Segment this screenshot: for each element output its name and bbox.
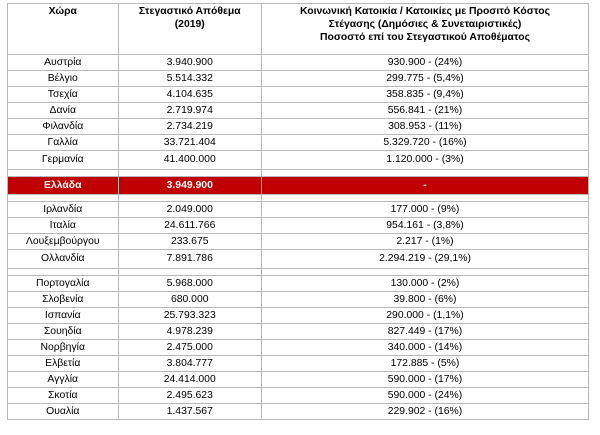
- cell-country: Ισπανία: [8, 308, 119, 324]
- header-social-line-3: Ποσοστό επί του Στεγαστικού Αποθέματος: [319, 32, 530, 43]
- cell-social: 130.000 - (2%): [261, 276, 588, 292]
- cell-stock: 1.437.567: [118, 404, 261, 420]
- cell-stock: 3.949.900: [118, 177, 261, 195]
- cell-stock: 24.414.000: [118, 372, 261, 388]
- cell-stock: 2.719.974: [118, 103, 261, 119]
- cell-country: Ουαλία: [8, 404, 119, 420]
- spacer-cell: [261, 195, 588, 202]
- spacer-cell: [8, 195, 119, 202]
- table-row: [8, 340, 589, 356]
- cell-social: 39.800 - (6%): [261, 292, 588, 308]
- cell-stock: 2.495.623: [118, 388, 261, 404]
- cell-country: Ελλάδα: [8, 177, 119, 195]
- table-row: [8, 308, 589, 324]
- cell-country: Δανία: [8, 103, 119, 119]
- cell-country: Πορτογαλία: [8, 276, 119, 292]
- cell-country: Ελβετία: [8, 356, 119, 372]
- spacer-cell: [261, 170, 588, 177]
- table-row: [8, 250, 589, 269]
- cell-social: 827.449 - (17%): [261, 324, 588, 340]
- spacer-cell: [261, 269, 588, 276]
- table-row: [8, 324, 589, 340]
- table-row: [8, 87, 589, 103]
- cell-country: Γερμανία: [8, 151, 119, 170]
- cell-stock: 2.475.000: [118, 340, 261, 356]
- cell-stock: 3.940.900: [118, 55, 261, 71]
- header-stock-line-1: Στεγαστικό Απόθεμα: [138, 6, 241, 17]
- cell-social: 340.000 - (14%): [261, 340, 588, 356]
- table-row: [8, 119, 589, 135]
- cell-stock: 3.804.777: [118, 356, 261, 372]
- cell-social: 290.000 - (1,1%): [261, 308, 588, 324]
- table-row: [8, 404, 589, 420]
- cell-social: 2.294.219 - (29,1%): [261, 250, 588, 269]
- header-stock-line-2: (2019): [174, 19, 205, 30]
- cell-social: 299.775 - (5,4%): [261, 71, 588, 87]
- cell-country: Ιταλία: [8, 218, 119, 234]
- spacer-cell: [118, 195, 261, 202]
- cell-stock: 5.968.000: [118, 276, 261, 292]
- cell-country: Σκοτία: [8, 388, 119, 404]
- table-row: [8, 276, 589, 292]
- table-row: [8, 218, 589, 234]
- cell-stock: 24.611.766: [118, 218, 261, 234]
- table-row: [8, 71, 589, 87]
- header-social-housing: [261, 4, 588, 55]
- table-row: [8, 388, 589, 404]
- cell-social: 308.953 - (11%): [261, 119, 588, 135]
- table-row: [8, 55, 589, 71]
- table-row: [8, 103, 589, 119]
- table-row: [8, 292, 589, 308]
- header-housing-stock: [118, 4, 261, 55]
- table-row: [8, 356, 589, 372]
- cell-social: 5.329.720 - (16%): [261, 135, 588, 151]
- table-header-row: [8, 4, 589, 55]
- housing-stock-table: [7, 3, 589, 420]
- cell-stock: 4.104.635: [118, 87, 261, 103]
- cell-social: -: [261, 177, 588, 195]
- spacer-row: [8, 170, 589, 177]
- cell-social: 590.000 - (24%): [261, 388, 588, 404]
- cell-stock: 41.400.000: [118, 151, 261, 170]
- cell-country: Ιρλανδία: [8, 202, 119, 218]
- header-country-label: Χώρα: [48, 6, 77, 17]
- cell-social: 930.900 - (24%): [261, 55, 588, 71]
- cell-stock: 680.000: [118, 292, 261, 308]
- cell-country: Σλοβενία: [8, 292, 119, 308]
- cell-country: Φιλανδία: [8, 119, 119, 135]
- header-social-line-1: Κοινωνική Κατοικία / Κατοικίες με Προσιτό Κόστος: [299, 6, 550, 17]
- cell-social: 177.000 - (9%): [261, 202, 588, 218]
- cell-country: Νορβηγία: [8, 340, 119, 356]
- spacer-cell: [118, 269, 261, 276]
- cell-social: 229.902 - (16%): [261, 404, 588, 420]
- cell-country: Σουηδία: [8, 324, 119, 340]
- cell-stock: 7.891.786: [118, 250, 261, 269]
- cell-social: 556.841 - (21%): [261, 103, 588, 119]
- spacer-cell: [8, 269, 119, 276]
- table-row-highlighted-greece: [8, 177, 589, 195]
- cell-country: Γαλλία: [8, 135, 119, 151]
- table-row: [8, 234, 589, 250]
- cell-country: Τσεχία: [8, 87, 119, 103]
- cell-social: 590.000 - (17%): [261, 372, 588, 388]
- spacer-row: [8, 269, 589, 276]
- cell-stock: 5.514.332: [118, 71, 261, 87]
- cell-stock: 2.049.000: [118, 202, 261, 218]
- spacer-cell: [118, 170, 261, 177]
- cell-social: 954.161 - (3,8%): [261, 218, 588, 234]
- cell-country: Αυστρία: [8, 55, 119, 71]
- cell-social: 358.835 - (9,4%): [261, 87, 588, 103]
- cell-stock: 4.978.239: [118, 324, 261, 340]
- cell-stock: 33.721.404: [118, 135, 261, 151]
- cell-country: Βέλγιο: [8, 71, 119, 87]
- header-country: [8, 4, 119, 55]
- header-social-line-2: Στέγασης (Δημόσιες & Συνεταιριστικές): [328, 19, 522, 30]
- cell-social: 1.120.000 - (3%): [261, 151, 588, 170]
- table-row: [8, 135, 589, 151]
- housing-table-container: [7, 3, 595, 420]
- cell-stock: 2.734.219: [118, 119, 261, 135]
- cell-social: 172.885 - (5%): [261, 356, 588, 372]
- cell-country: Ολλανδία: [8, 250, 119, 269]
- table-row: [8, 202, 589, 218]
- cell-stock: 25.793.323: [118, 308, 261, 324]
- spacer-row: [8, 195, 589, 202]
- cell-country: Αγγλία: [8, 372, 119, 388]
- spacer-cell: [8, 170, 119, 177]
- cell-country: Λουξεμβούργου: [8, 234, 119, 250]
- table-row: [8, 151, 589, 170]
- table-row: [8, 372, 589, 388]
- cell-stock: 233.675: [118, 234, 261, 250]
- cell-social: 2.217 - (1%): [261, 234, 588, 250]
